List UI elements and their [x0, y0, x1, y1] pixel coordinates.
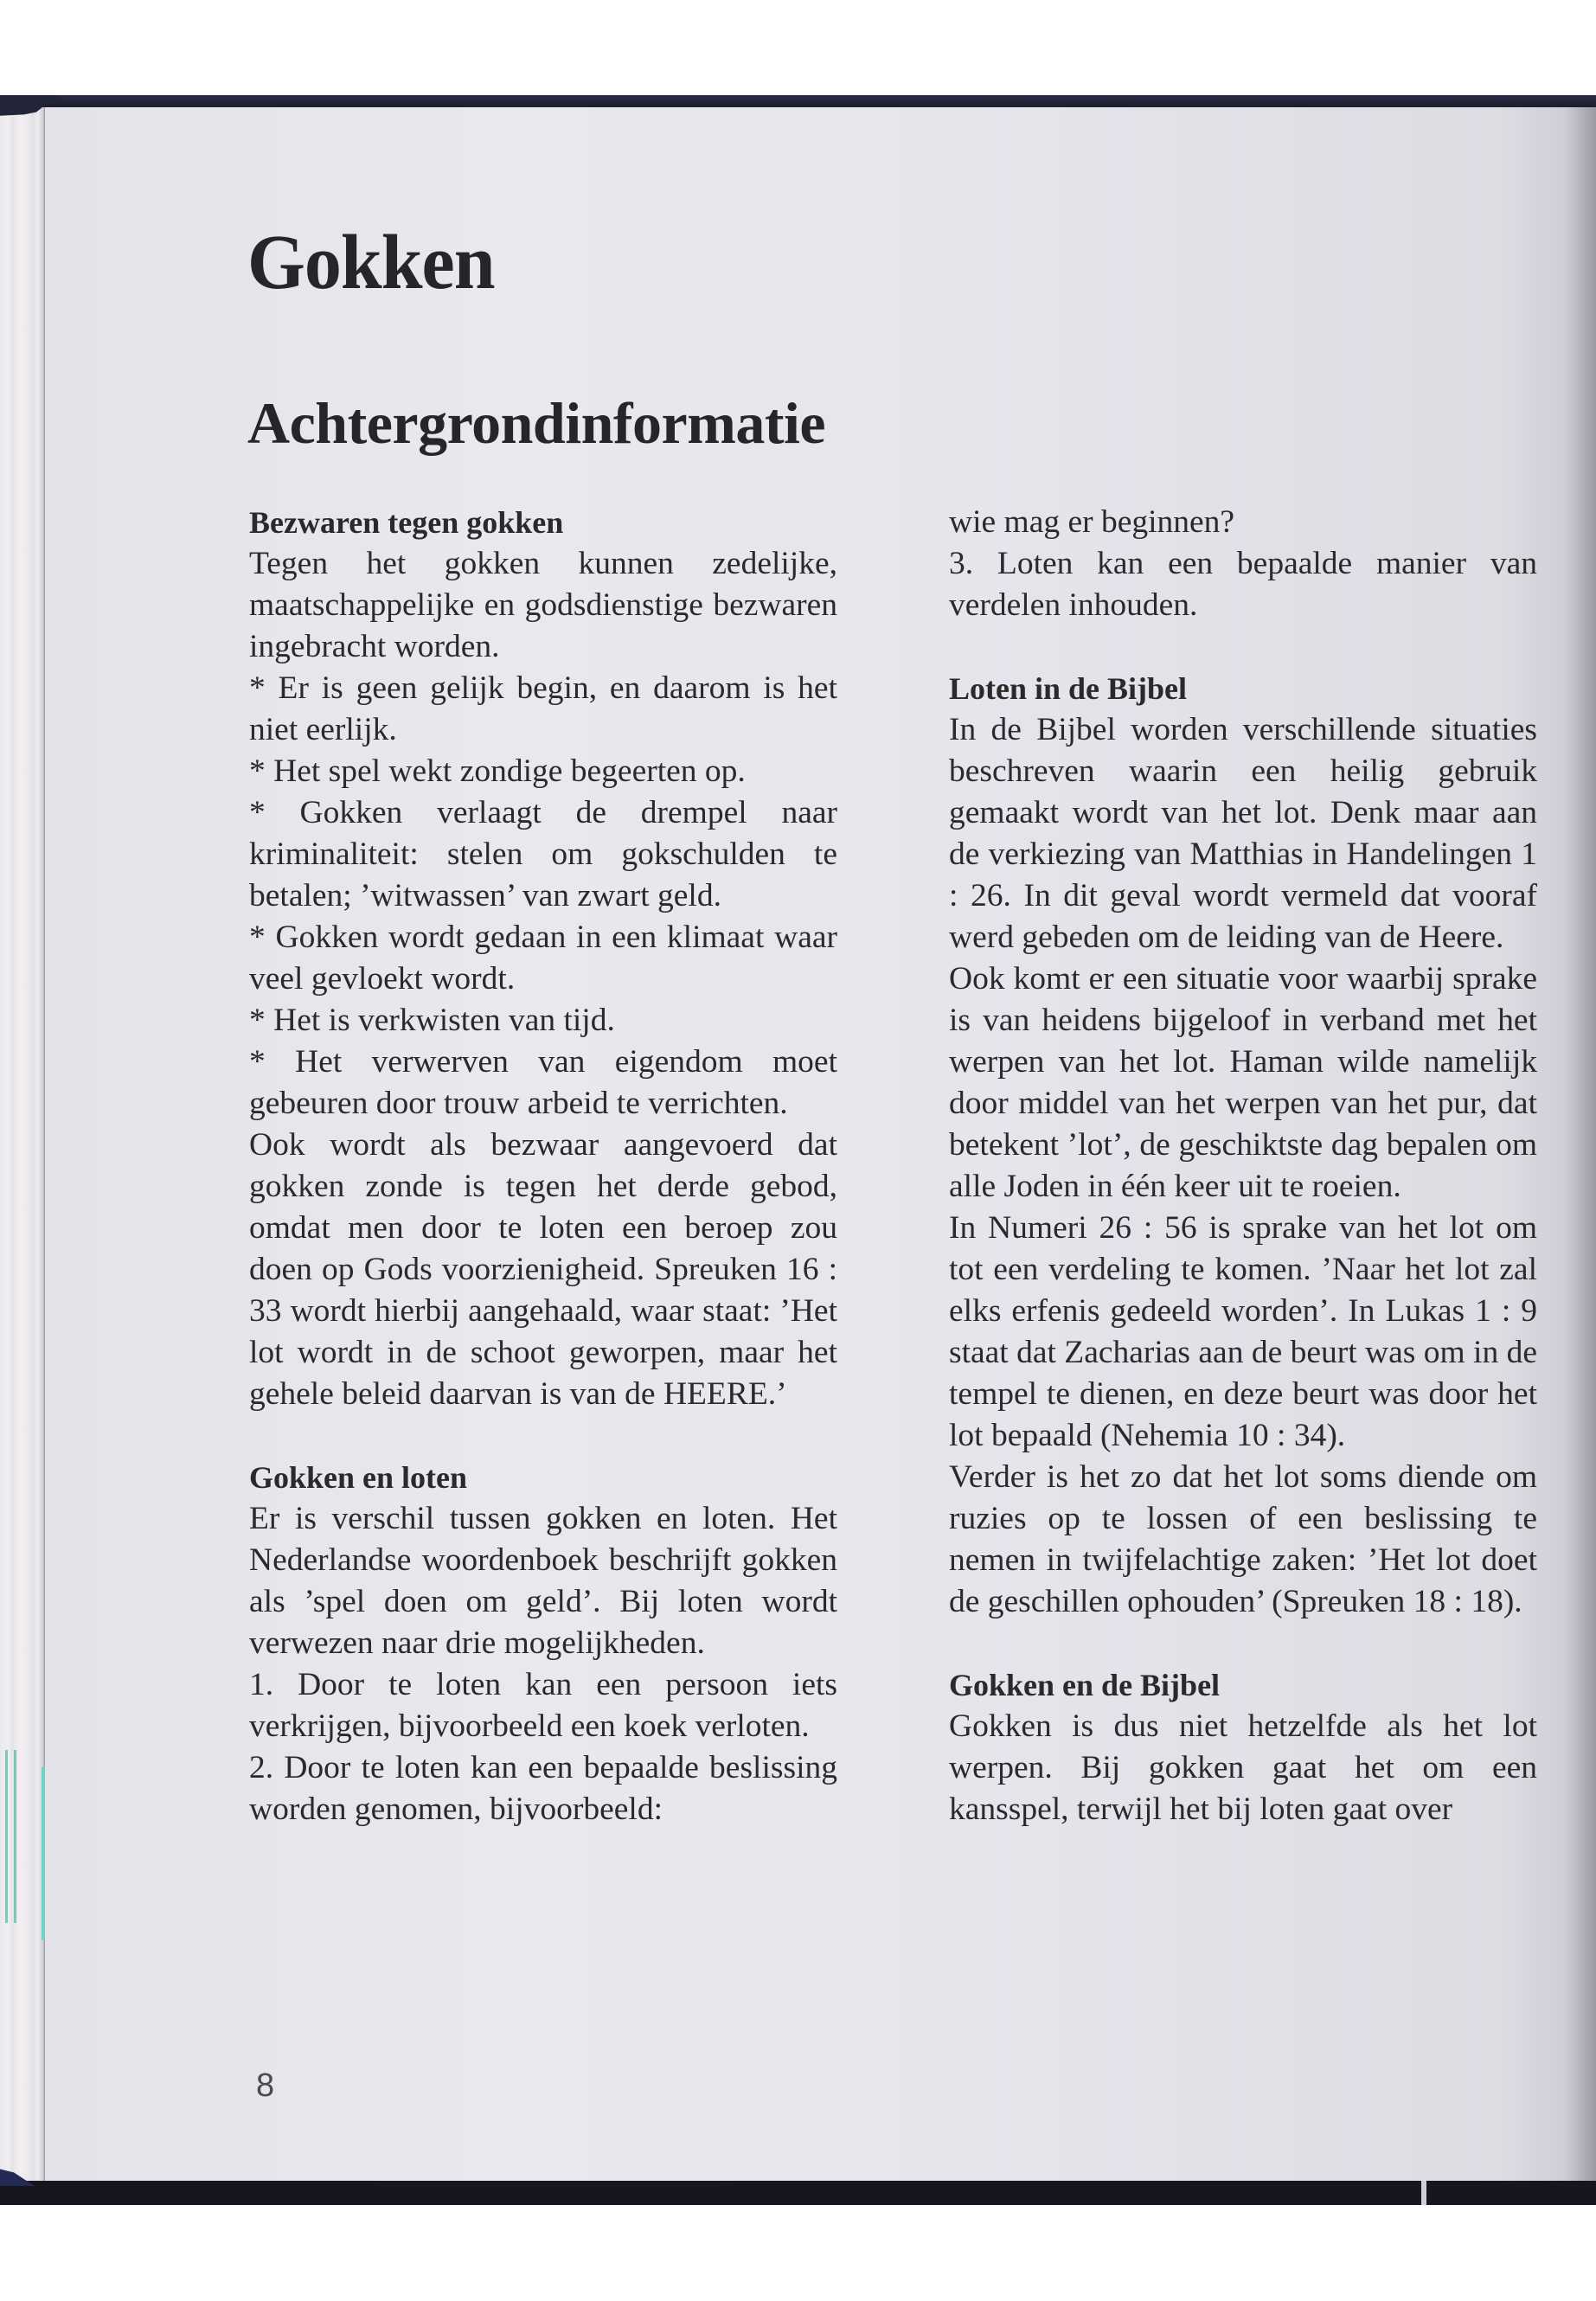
cover-corner-bottom	[0, 2163, 35, 2186]
bullet-item: * Het is verkwisten van tijd.	[249, 1003, 615, 1038]
paragraph: wie mag er beginnen?	[949, 504, 1235, 540]
section-heading: Loten in de Bijbel	[949, 671, 1188, 706]
bullet-item: * Het verwerven van eigendom moet gebeuren door trouw arbeid te verrichten.	[249, 1044, 837, 1121]
numbered-item: 1. Door te loten kan een persoon iets verkrijgen, bijvoorbeeld een koek verloten.	[249, 1667, 837, 1744]
section-spacer	[949, 626, 1537, 668]
paragraph: In Numeri 26 : 56 is sprake van het lot om tot een verdeling te komen. ’Naar het lot zal elks erfenis gedeeld worden’. In Lukas 1 : 9 staat dat Zacharias aan de beurt was om in de tempel te dienen, en deze beurt was door het lot bepaald (Nehemia 10 : 34).	[949, 1210, 1537, 1453]
section-spacer	[949, 1623, 1537, 1664]
section-heading: Bezwaren tegen gokken	[249, 505, 564, 540]
paragraph: Ook wordt als bezwaar aangevoerd dat gokken zonde is tegen het derde gebod, omdat men door te loten een beroep zou doen op Gods voorzienigheid. Spreuken 16 : 33 wordt hierbij aangehaald, waar staat: ’Het lot wordt in de schoot geworpen, maar het gehele beleid daarvan is van de HEERE.’	[249, 1127, 837, 1412]
paragraph: Er is verschil tussen gokken en loten. Het Nederlandse woordenboek beschrijft gokken als ’spel doen om geld’. Bij loten wordt verwezen naar drie mogelijkheden.	[249, 1501, 837, 1661]
section-tab-teal-edge	[5, 1750, 8, 1923]
page-subtitle: Achtergrondinformatie	[247, 390, 826, 456]
page-number: 8	[256, 2067, 275, 2104]
paragraph: In de Bijbel worden verschillende situaties beschreven waarin een heilig gebruik gemaakt wordt van het lot. Denk maar aan de verkiezing van Matthias in Handelingen 1 : 26. In dit geval wordt vermeld dat vooraf werd gebeden om de leiding van de Heere.	[949, 712, 1537, 955]
book-bottom-edge	[0, 2181, 1596, 2205]
section-heading: Gokken en de Bijbel	[949, 1668, 1221, 1702]
paragraph: Tegen het gokken kunnen zedelijke, maatschappelijke en godsdienstige bezwaren ingebracht worden.	[249, 546, 837, 664]
paragraph: Gokken is dus niet hetzelfde als het lot werpen. Bij gokken gaat het om een kansspel, terwijl het bij loten gaat over	[949, 1708, 1537, 1827]
numbered-item: 3. Loten kan een bepaalde manier van verdelen inhouden.	[949, 546, 1537, 623]
bullet-item: * Er is geen gelijk begin, en daarom is het niet eerlijk.	[249, 670, 837, 747]
section-spacer	[249, 1415, 837, 1457]
section-heading: Gokken en loten	[249, 1460, 468, 1495]
bullet-item: * Gokken wordt gedaan in een klimaat waar veel gevloekt wordt.	[249, 920, 837, 997]
left-column	[249, 502, 837, 1830]
scan-artifact	[1421, 2181, 1426, 2205]
page-title: Gokken	[247, 218, 495, 305]
paragraph: Ook komt er een situatie voor waarbij sprake is van heidens bijgeloof in verband met het werpen van het lot. Haman wilde namelijk door middel van het werpen van het pur, dat betekent ’lot’, de geschiktste dag bepalen om alle Joden in één keer uit te roeien.	[949, 961, 1537, 1204]
bullet-item: * Het spel wekt zondige begeerten op.	[249, 753, 746, 789]
section-tab-teal-edge	[14, 1750, 16, 1923]
bullet-item: * Gokken verlaagt de drempel naar kriminaliteit: stelen om gokschulden te betalen; ’witwassen’ van zwart geld.	[249, 795, 837, 913]
numbered-item: 2. Door te loten kan een bepaalde beslissing worden genomen, bijvoorbeeld:	[249, 1750, 837, 1827]
book-top-edge	[0, 95, 1596, 107]
paragraph: Verder is het zo dat het lot soms diende om ruzies op te lossen of een beslissing te nemen in twijfelachtige zaken: ’Het lot doet de geschillen ophouden’ (Spreuken 18 : 18).	[949, 1459, 1537, 1619]
right-column	[949, 502, 1537, 1830]
